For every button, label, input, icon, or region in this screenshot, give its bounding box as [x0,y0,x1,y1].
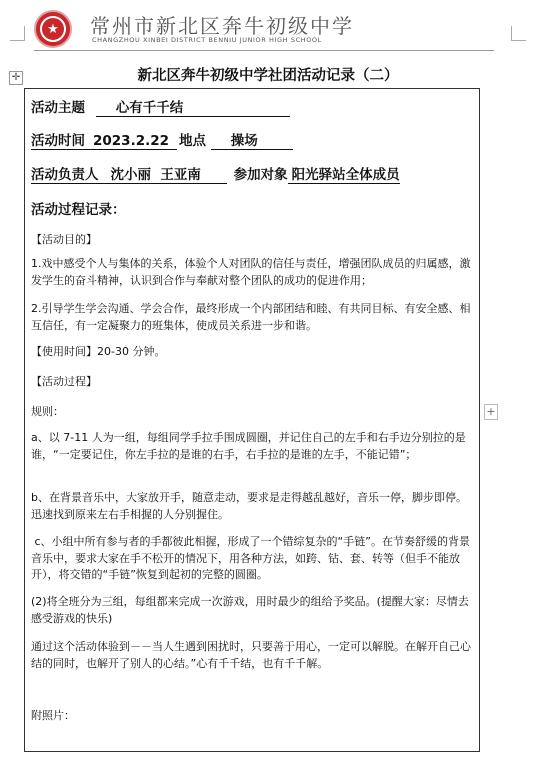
theme-row [31,96,290,117]
rules-label: 规则： [31,405,64,418]
rule-b: b、在背景音乐中，大家放开手，随意走动，要求是走得越乱越好，音乐一停，脚步即停。迅速找到原来左右手相握的人分别握住。 [31,491,467,521]
participants-label: 参加对象 [233,167,288,183]
table-move-handle-icon[interactable]: ✛ [9,71,23,85]
goal-1: 1.戏中感受个人与集体的关系，体验个人对团队的信任与责任，增强团队成员的归属感，激发学生的奋斗精神，认识到合作与奉献对整个团队的成功的促进作用； [31,257,471,287]
theme-value: 心有千千结 [96,100,290,117]
process-label: 活动过程记录： [31,202,126,218]
step-2: (2)将全班分为三组，每组都来完成一次游戏，用时最少的组给予奖品。(提醒大家：尽情去感受游戏的快乐) [31,595,469,625]
school-logo-icon: ★ [34,10,72,48]
leader-value: 沈小丽 王亚南 [110,167,201,183]
crop-mark-top-left [10,26,25,41]
duration: 【使用时间】20-30 分钟。 [31,345,166,358]
school-name-cn: 常州市新北区奔牛初级中学 [90,14,354,38]
rule-a: a、以 7-11 人为一组，每组同学手拉手围成圆圈，并记住自己的左手和右手边分别拉的是谁，“一定要记住，你左手拉的是谁的右手，右手拉的是谁的左手，不能记错”； [31,431,466,461]
goal-heading: 【活动目的】 [31,233,97,246]
time-value: 2023.2.22 [93,133,170,149]
leader-label: 活动负责人 [31,167,99,183]
photos-label: 附照片： [31,709,75,722]
theme-label: 活动主题 [31,100,85,116]
place-label: 地点 [179,133,207,149]
add-column-handle-icon[interactable]: + [484,404,498,420]
place-value: 操场 [211,133,293,150]
time-place-row [31,129,293,150]
participants-value: 阳光驿站全体成员 [288,167,400,184]
summary: 通过这个活动体验到－－当人生遇到困扰时，只要善于用心，一定可以解脱。在解开自己心结的同时，也解开了别人的心结。”心有千千结，也有千千解。 [31,640,471,670]
rule-c: c、小组中所有参与者的手都彼此相握，形成了一个错综复杂的“手链”。在节奏舒缓的背景音乐中，要求大家在手不松开的情况下，用各种方法，如跨、钻、套、转等（但手不能放开），将交错的“手链”恢复到起初的完整的圆圈。 [31,535,470,581]
document-title: 新北区奔牛初级中学社团活动记录（二） [137,68,399,84]
school-name-en: CHANGZHOU XINBEI DISTRICT BENNIU JUNIOR HIGH SCHOOL [92,36,322,44]
time-label: 活动时间 [31,133,85,149]
process-heading: 【活动过程】 [31,375,97,388]
header-divider [34,50,494,51]
leader-row [31,163,400,184]
page-header [34,8,354,48]
crop-mark-top-right [511,26,526,41]
goal-2: 2.引导学生学会沟通、学会合作，最终形成一个内部团结和睦、有共同目标、有安全感、相互信任，有一定凝聚力的班集体，使成员关系进一步和谐。 [31,302,471,332]
